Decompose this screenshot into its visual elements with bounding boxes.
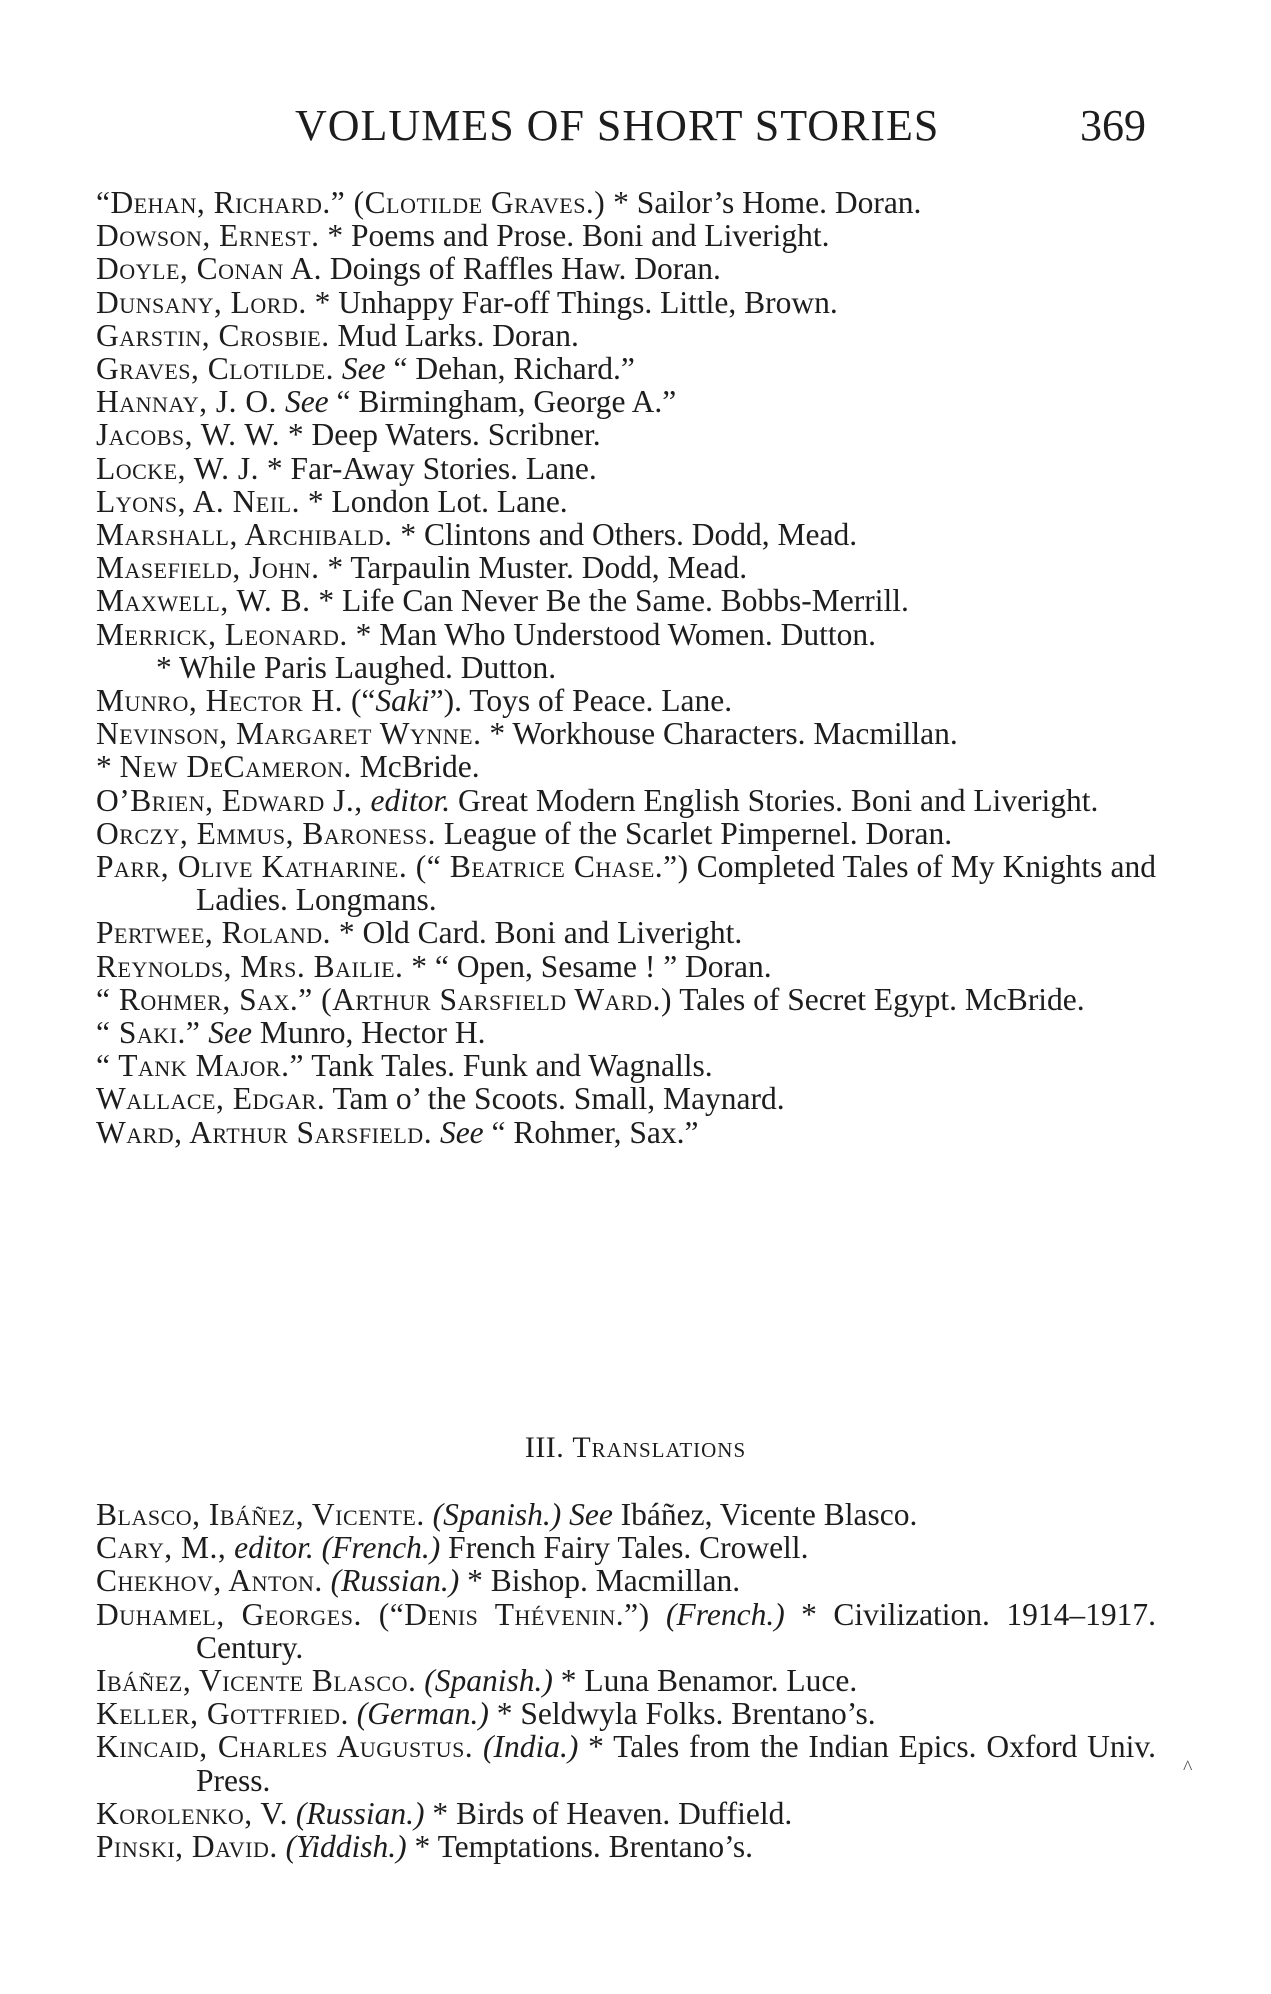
entry-author: Blasco, Ibáñez, Vicente. xyxy=(96,1497,425,1532)
entry-author: Chekhov, Anton. xyxy=(96,1563,323,1599)
entry-author: “Dehan, Richard.” (Clotilde Graves.) xyxy=(96,185,606,220)
bibliography-entry xyxy=(96,252,1156,285)
bibliography-entry xyxy=(96,219,1156,252)
entry-italic: (German.) xyxy=(348,1696,489,1732)
page-number: 369 xyxy=(1080,101,1146,150)
entry-text: * London Lot. Lane. xyxy=(299,483,568,519)
bibliography-entry xyxy=(96,784,1156,817)
entry-text: Ibáñez, Vicente Blasco. xyxy=(612,1497,918,1532)
bibliography-entry xyxy=(96,1049,1156,1082)
bibliography-entry xyxy=(96,950,1156,983)
entry-italic: (Spanish.) xyxy=(416,1663,553,1699)
entry-author: O’Brien, Edward J., xyxy=(96,782,363,818)
bibliography-entry xyxy=(96,1116,1156,1149)
section-heading-label: Translations xyxy=(572,1431,747,1464)
entry-author: Merrick, Leonard. xyxy=(96,616,348,652)
bibliography-entry xyxy=(96,717,1156,750)
entry-text: * Birds of Heaven. Duffield. xyxy=(424,1795,793,1831)
entry-author: Masefield, John. xyxy=(96,550,320,586)
margin-mark: ^ xyxy=(1183,1757,1193,1779)
bibliography-entry xyxy=(96,1697,1156,1730)
bibliography-entry xyxy=(96,1498,1156,1531)
entry-author: Graves, Clotilde. xyxy=(96,351,335,387)
entry-italic: Saki xyxy=(375,683,430,719)
bibliography-entry xyxy=(96,418,1156,451)
entry-text: ”). Toys of Peace. Lane. xyxy=(429,683,733,719)
bibliography-entry xyxy=(96,319,1156,352)
entry-author: Maxwell, W. B. xyxy=(96,583,311,619)
entry-author: Dowson, Ernest. xyxy=(96,218,320,254)
entry-author: Dunsany, Lord. xyxy=(96,284,307,320)
entry-text: Completed Tales of My Knights and Ladies. Longmans. xyxy=(196,849,1156,918)
entry-author: Orczy, Emmus, Baroness. xyxy=(96,815,437,851)
entry-author: Reynolds, Mrs. Bailie. xyxy=(96,948,404,984)
entry-author: Pinski, David. xyxy=(96,1829,278,1865)
entry-text: Tank Tales. Funk and Wagnalls. xyxy=(303,1048,713,1084)
entry-author: Jacobs, W. W. xyxy=(96,417,281,453)
entry-text: “ Rohmer, Sax.” xyxy=(483,1114,699,1150)
entry-text: * Old Card. Boni and Liveright. xyxy=(331,915,743,951)
entry-author: Duhamel, Georges. (“Denis Thévenin.”) xyxy=(96,1596,650,1632)
bibliography-entry xyxy=(96,286,1156,319)
section-heading-number: III. xyxy=(524,1431,565,1464)
bibliography-entry xyxy=(96,1016,1156,1049)
entry-text: * Luna Benamor. Luce. xyxy=(552,1663,858,1699)
running-head xyxy=(0,100,1271,160)
bibliography-entry xyxy=(96,1664,1156,1697)
bibliography-entry xyxy=(96,385,1156,418)
entry-author: Locke, W. J. xyxy=(96,450,260,486)
entry-text: Munro, Hector H. xyxy=(251,1015,486,1051)
bibliography-entry xyxy=(96,1564,1156,1597)
entry-author: Korolenko, V. xyxy=(96,1795,288,1831)
entry-author: Ibáñez, Vicente Blasco. xyxy=(96,1663,417,1699)
entry-text: (“ xyxy=(343,683,376,719)
running-title: VOLUMES OF SHORT STORIES xyxy=(295,101,940,150)
entry-text: Tales of Secret Egypt. McBride. xyxy=(671,981,1085,1017)
entry-text: * Bishop. Macmillan. xyxy=(459,1563,741,1599)
entry-italic: See xyxy=(277,384,329,420)
section-heading xyxy=(0,1431,1271,1465)
bibliography-entry xyxy=(96,452,1156,485)
entry-text: Tam o’ the Scoots. Small, Maynard. xyxy=(325,1081,785,1117)
entry-italic: (Russian.) xyxy=(287,1795,425,1831)
bibliography-entry xyxy=(96,684,1156,717)
entry-author: Ward, Arthur Sarsfield. xyxy=(96,1114,433,1150)
bibliography-entry xyxy=(96,817,1156,850)
bibliography-entry xyxy=(96,618,1156,684)
entry-author: “ Saki.” xyxy=(96,1015,201,1051)
bibliography-entry xyxy=(96,1082,1156,1115)
bibliography-entry xyxy=(96,850,1156,916)
entry-author: Keller, Gottfried. xyxy=(96,1696,349,1732)
entry-italic: (Russian.) xyxy=(322,1563,460,1599)
entry-italic: editor. (French.) xyxy=(226,1530,441,1566)
entry-author: Marshall, Archibald. xyxy=(96,517,393,553)
entry-author: Cary, M., xyxy=(96,1530,227,1566)
entry-author: Doyle, Conan A. xyxy=(96,251,322,287)
entry-author: Hannay, J. O. xyxy=(96,384,278,420)
bibliography-entry xyxy=(96,916,1156,949)
entry-text: “ Dehan, Richard.” xyxy=(385,351,635,387)
entry-text: * Seldwyla Folks. Brentano’s. xyxy=(488,1696,876,1732)
bibliography-entry xyxy=(96,485,1156,518)
bibliography-entry xyxy=(96,186,1156,219)
bibliography-entry xyxy=(96,1730,1156,1796)
entry-author: “ Rohmer, Sax.” (Arthur Sarsfield Ward.) xyxy=(96,981,672,1017)
translations-list xyxy=(96,1498,1156,1863)
bibliography-entry xyxy=(96,551,1156,584)
entry-text: * Tales from the Indian Epics. Oxford Univ. Press. xyxy=(196,1729,1156,1798)
entry-author: New DeCameron. xyxy=(119,749,352,785)
entry-text: * Life Can Never Be the Same. Bobbs-Merrill. xyxy=(310,583,909,619)
bibliography-entry xyxy=(96,1830,1156,1863)
entry-text: “ Birmingham, George A.” xyxy=(328,384,677,420)
entry-text: * Sailor’s Home. Doran. xyxy=(605,185,922,220)
entry-italic: (Yiddish.) xyxy=(277,1829,407,1865)
entry-text: * Deep Waters. Scribner. xyxy=(280,417,601,453)
entry-text: * Man Who Understood Women. Dutton. xyxy=(347,616,876,652)
entry-text: * Workhouse Characters. Macmillan. xyxy=(481,716,958,752)
entry-author: Lyons, A. Neil. xyxy=(96,483,300,519)
bibliography-entry xyxy=(96,352,1156,385)
entry-text: * xyxy=(96,749,120,785)
short-stories-list xyxy=(96,186,1156,1149)
bibliography-entry xyxy=(96,584,1156,617)
entry-author: Parr, Olive Katharine. (“ Beatrice Chase.”) xyxy=(96,849,689,885)
entry-author: Pertwee, Roland. xyxy=(96,915,332,951)
entry-text: Great Modern English Stories. Boni and Liveright. xyxy=(450,782,1099,818)
entry-italic: (French.) xyxy=(649,1596,785,1632)
entry-author: Nevinson, Margaret Wynne. xyxy=(96,716,482,752)
entry-italic: See xyxy=(432,1114,484,1150)
bibliography-entry xyxy=(96,1531,1156,1564)
bibliography-entry xyxy=(96,1598,1156,1664)
entry-continuation: * While Paris Laughed. Dutton. xyxy=(156,649,557,685)
entry-text: League of the Scarlet Pimpernel. Doran. xyxy=(436,815,953,851)
entry-text: * Clintons and Others. Dodd, Mead. xyxy=(392,517,858,553)
entry-italic: editor. xyxy=(362,782,451,818)
entry-text: * Unhappy Far-off Things. Little, Brown. xyxy=(306,284,838,320)
bibliography-entry xyxy=(96,983,1156,1016)
entry-text: * Civilization. 1914–1917. Century. xyxy=(196,1596,1156,1665)
bibliography-entry xyxy=(96,518,1156,551)
entry-text: * Tarpaulin Muster. Dodd, Mead. xyxy=(319,550,748,586)
bibliography-entry xyxy=(96,750,1156,783)
entry-author: Wallace, Edgar. xyxy=(96,1081,326,1117)
entry-text: McBride. xyxy=(351,749,480,785)
entry-author: Garstin, Crosbie. xyxy=(96,317,330,353)
entry-author: Munro, Hector H. xyxy=(96,683,344,719)
entry-author: “ Tank Major.” xyxy=(96,1048,304,1084)
entry-text: * Far-Away Stories. Lane. xyxy=(259,450,597,486)
entry-text: Mud Larks. Doran. xyxy=(329,317,579,353)
entry-italic: See xyxy=(334,351,386,387)
entry-italic: (India.) xyxy=(473,1729,579,1765)
entry-text: * “ Open, Sesame ! ” Doran. xyxy=(403,948,772,984)
entry-italic: (Spanish.) See xyxy=(424,1497,613,1532)
entry-italic: See xyxy=(200,1015,252,1051)
entry-text: Doings of Raffles Haw. Doran. xyxy=(321,251,721,287)
entry-text: * Temptations. Brentano’s. xyxy=(406,1829,753,1865)
entry-text: * Poems and Prose. Boni and Liveright. xyxy=(319,218,830,254)
entry-text: French Fairy Tales. Crowell. xyxy=(440,1530,809,1566)
bibliography-entry xyxy=(96,1797,1156,1830)
entry-author: Kincaid, Charles Augustus. xyxy=(96,1729,474,1765)
